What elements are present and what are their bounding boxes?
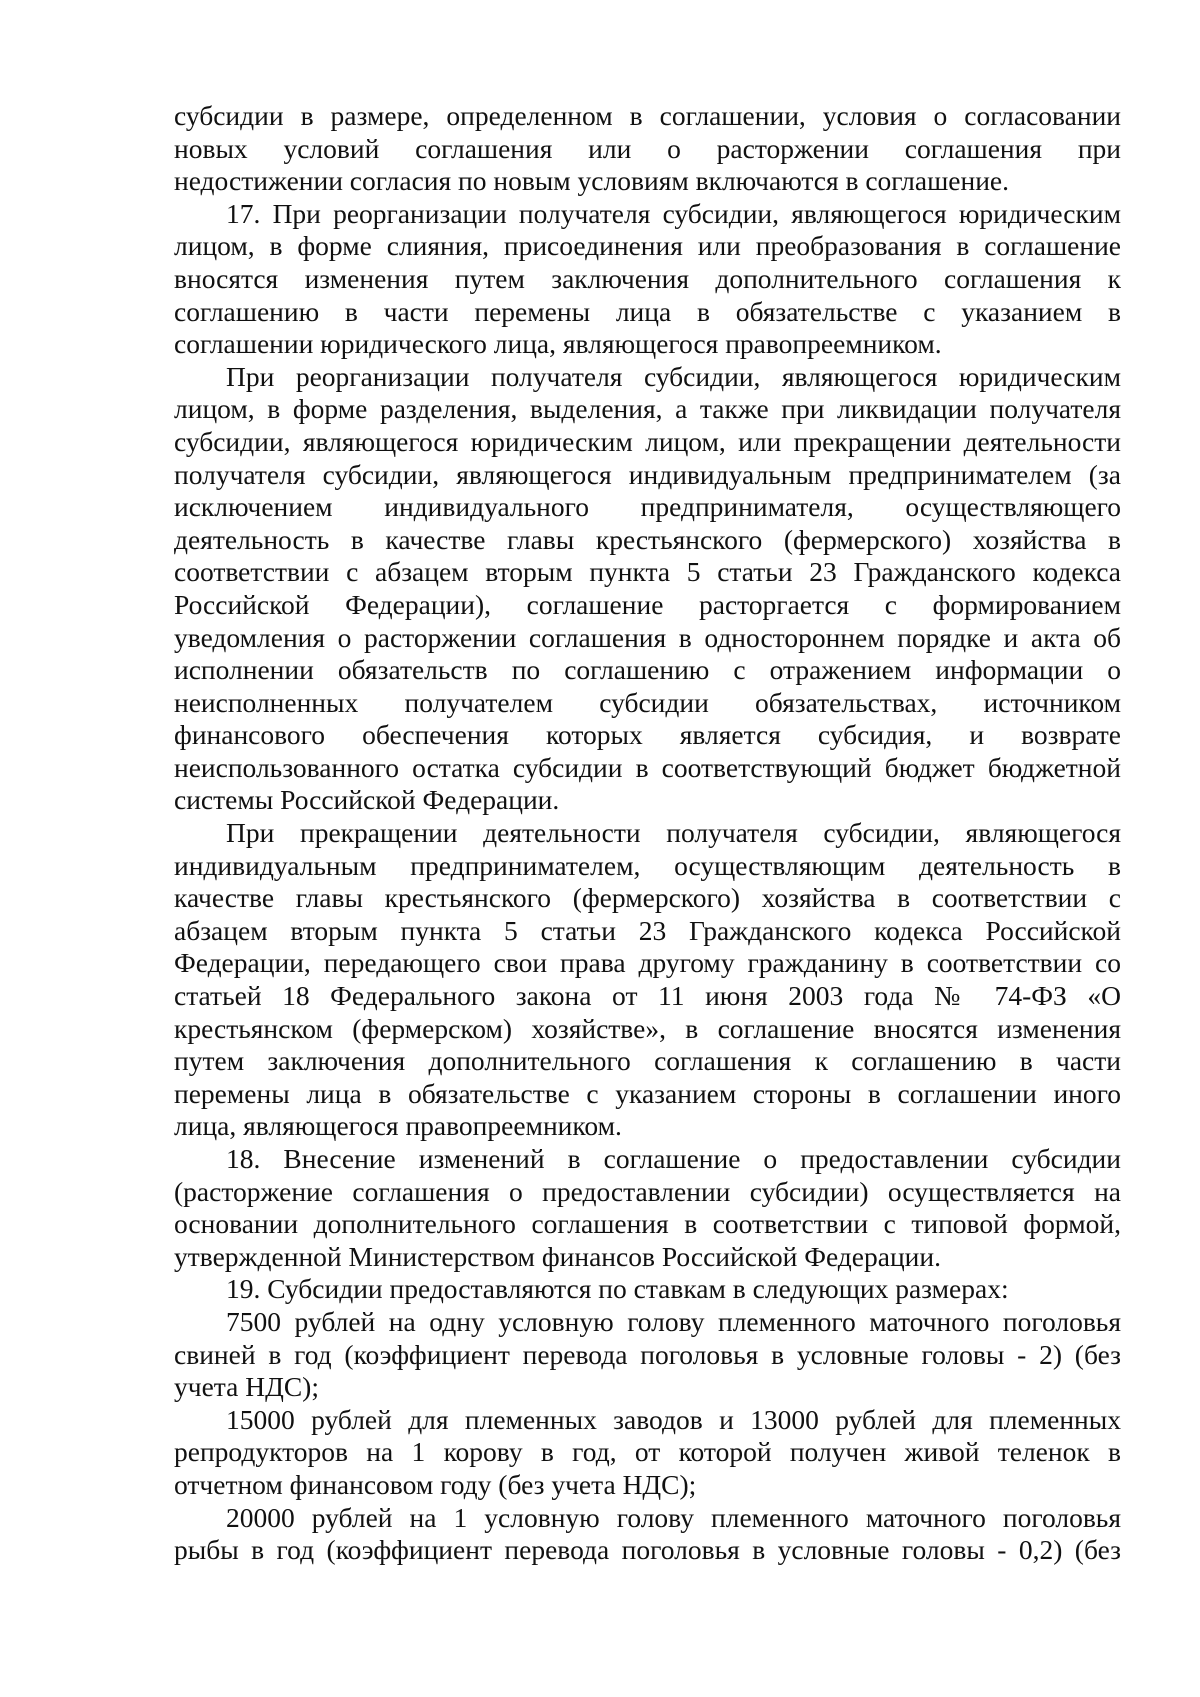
- text-line: недостижении согласия по новым условиям включаются в соглашение.: [174, 165, 1010, 197]
- paragraph-p0: [174, 100, 1121, 198]
- text-line: утвержденной Министерством финансов Российской Федерации.: [174, 1240, 941, 1272]
- text-line: соглашении юридического лица, являющегося правопреемником.: [174, 328, 942, 360]
- text-line: 7500 рублей на одну условную голову племенного маточного поголовья: [226, 1305, 1121, 1337]
- text-line: исполнении обязательств по соглашению с отражением информации о: [174, 654, 1121, 686]
- text-line: получателя субсидии, являющегося индивидуальным предпринимателем (за: [174, 458, 1121, 490]
- text-line: 18. Внесение изменений в соглашение о предоставлении субсидии: [226, 1143, 1121, 1174]
- paragraph-p19c: [174, 1502, 1121, 1567]
- text-line: уведомления о расторжении соглашения в одностороннем порядке и акта об: [174, 621, 1121, 653]
- text-line: субсидии, являющегося юридическим лицом, или прекращении деятельности: [174, 425, 1121, 457]
- text-line: деятельность в качестве главы крестьянского (фермерского) хозяйства в: [174, 523, 1121, 555]
- text-line: статьей 18 Федерального закона от 11 июня 2003 года № 74-ФЗ «О: [174, 980, 1121, 1012]
- text-line: неисполненных получателем субсидии обязательствах, источником: [174, 686, 1121, 718]
- text-line: исключением индивидуального предпринимателя, осуществляющего: [174, 491, 1121, 523]
- paragraph-p17b: [174, 361, 1121, 817]
- text-line: лицом, в форме слияния, присоединения или преобразования в соглашение: [174, 230, 1121, 262]
- text-line: репродукторов на 1 корову в год, от которой получен живой теленок в: [174, 1436, 1121, 1468]
- text-line: неиспользованного остатка субсидии в соответствующий бюджет бюджетной: [174, 751, 1121, 783]
- text-line: абзацем вторым пункта 5 статьи 23 Гражданского кодекса Российской: [174, 914, 1121, 946]
- text-line: отчетном финансовом году (без учета НДС);: [174, 1468, 697, 1500]
- text-line: 17. При реорганизации получателя субсидии, являющегося юридическим: [226, 197, 1121, 229]
- text-line: основании дополнительного соглашения в соответствии с типовой формой,: [174, 1208, 1121, 1240]
- text-line: лица, являющегося правопреемником.: [174, 1110, 622, 1142]
- text-line: вносятся изменения путем заключения дополнительного соглашения к: [174, 262, 1121, 294]
- paragraph-p19b: [174, 1404, 1121, 1502]
- text-line: 20000 рублей на 1 условную голову племенного маточного поголовья: [226, 1501, 1121, 1533]
- text-line: соглашению в части перемены лица в обязательстве с указанием в: [174, 295, 1121, 327]
- text-line: индивидуальным предпринимателем, осуществляющим деятельность в: [174, 849, 1121, 881]
- paragraph-p17: [174, 198, 1121, 361]
- text-line: крестьянском (фермерском) хозяйстве», в соглашение вносятся изменения: [174, 1012, 1121, 1044]
- text-line: финансового обеспечения которых является субсидия, и возврате: [174, 719, 1121, 751]
- text-line: перемены лица в обязательстве с указанием стороны в соглашении иного: [174, 1077, 1121, 1109]
- document-body: [174, 100, 1121, 1567]
- text-line: соответствии с абзацем вторым пункта 5 статьи 23 Гражданского кодекса: [174, 556, 1121, 588]
- text-line: путем заключения дополнительного соглашения к соглашению в части: [174, 1045, 1121, 1077]
- text-line: При прекращении деятельности получателя субсидии, являющегося: [226, 817, 1121, 849]
- text-line: субсидии в размере, определенном в соглашении, условия о согласовании: [174, 100, 1121, 131]
- text-line: При реорганизации получателя субсидии, являющегося юридическим: [226, 360, 1121, 392]
- text-line: учета НДС);: [174, 1371, 319, 1403]
- text-line: качестве главы крестьянского (фермерского) хозяйства в соответствии с: [174, 882, 1121, 914]
- text-line: (расторжение соглашения о предоставлении субсидии) осуществляется на: [174, 1175, 1121, 1207]
- text-line: Российской Федерации), соглашение расторгается с формированием: [174, 588, 1121, 620]
- text-line: свиней в год (коэффициент перевода поголовья в условные головы - 2) (без: [174, 1338, 1121, 1370]
- text-line: 15000 рублей для племенных заводов и 13000 рублей для племенных: [226, 1403, 1121, 1435]
- paragraph-p19a: [174, 1306, 1121, 1404]
- text-line: новых условий соглашения или о расторжении соглашения при: [174, 132, 1121, 164]
- paragraph-p19: [174, 1273, 1121, 1306]
- text-line: Федерации, передающего свои права другому гражданину в соответствии со: [174, 947, 1121, 979]
- text-line: рыбы в год (коэффициент перевода поголовья в условные головы - 0,2) (без: [174, 1534, 1121, 1566]
- text-line: системы Российской Федерации.: [174, 784, 560, 816]
- paragraph-p17c: [174, 817, 1121, 1143]
- text-line: лицом, в форме разделения, выделения, а также при ликвидации получателя: [174, 393, 1121, 425]
- text-line: 19. Субсидии предоставляются по ставкам в следующих размерах:: [226, 1273, 1009, 1305]
- paragraph-p18: [174, 1143, 1121, 1273]
